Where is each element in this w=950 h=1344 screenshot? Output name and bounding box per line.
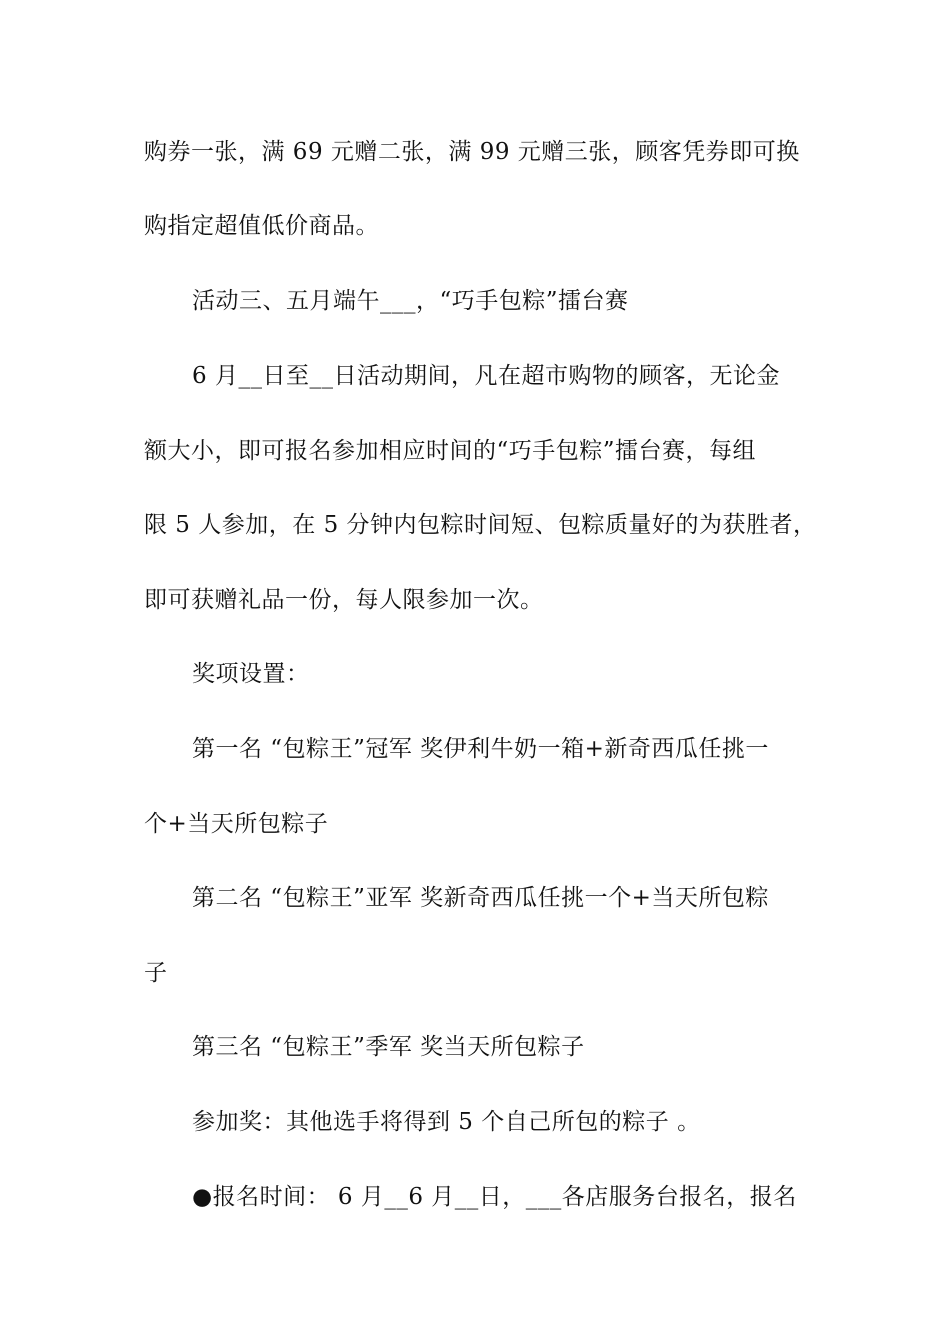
award-second-line: 第二名 “包粽王”亚军 奖新奇西瓜任挑一个+当天所包粽 [192,885,769,911]
award-first-line: 第一名 “包粽王”冠军 奖伊利牛奶一箱+新奇西瓜任挑一 [192,736,769,762]
award-first-continuation: 个+当天所包粽子 [144,811,329,837]
paragraph-line: 购券一张，满 69 元赠二张，满 99 元赠三张，顾客凭券即可换 [144,139,800,165]
award-third-line: 第三名 “包粽王”季军 奖当天所包粽子 [192,1034,585,1060]
awards-heading: 奖项设置： [192,661,310,687]
paragraph-line: 即可获赠礼品一份，每人限参加一次。 [144,587,544,613]
registration-time-line: ●报名时间： 6 月__6 月__日，___各店服务台报名，报名 [192,1184,797,1210]
paragraph-line: 限 5 人参加，在 5 分钟内包粽时间短、包粽质量好的为获胜者， [144,512,817,538]
paragraph-line: 6 月__日至__日活动期间，凡在超市购物的顾客，无论金 [192,363,780,389]
paragraph-line: 购指定超值低价商品。 [144,213,379,239]
section-heading: 活动三、五月端午___，“巧手包粽”擂台赛 [192,288,629,314]
participation-award-line: 参加奖：其他选手将得到 5 个自己所包的粽子 。 [192,1109,701,1135]
award-second-continuation: 子 [144,960,168,986]
paragraph-line: 额大小，即可报名参加相应时间的“巧手包粽”擂台赛，每组 [144,438,757,464]
